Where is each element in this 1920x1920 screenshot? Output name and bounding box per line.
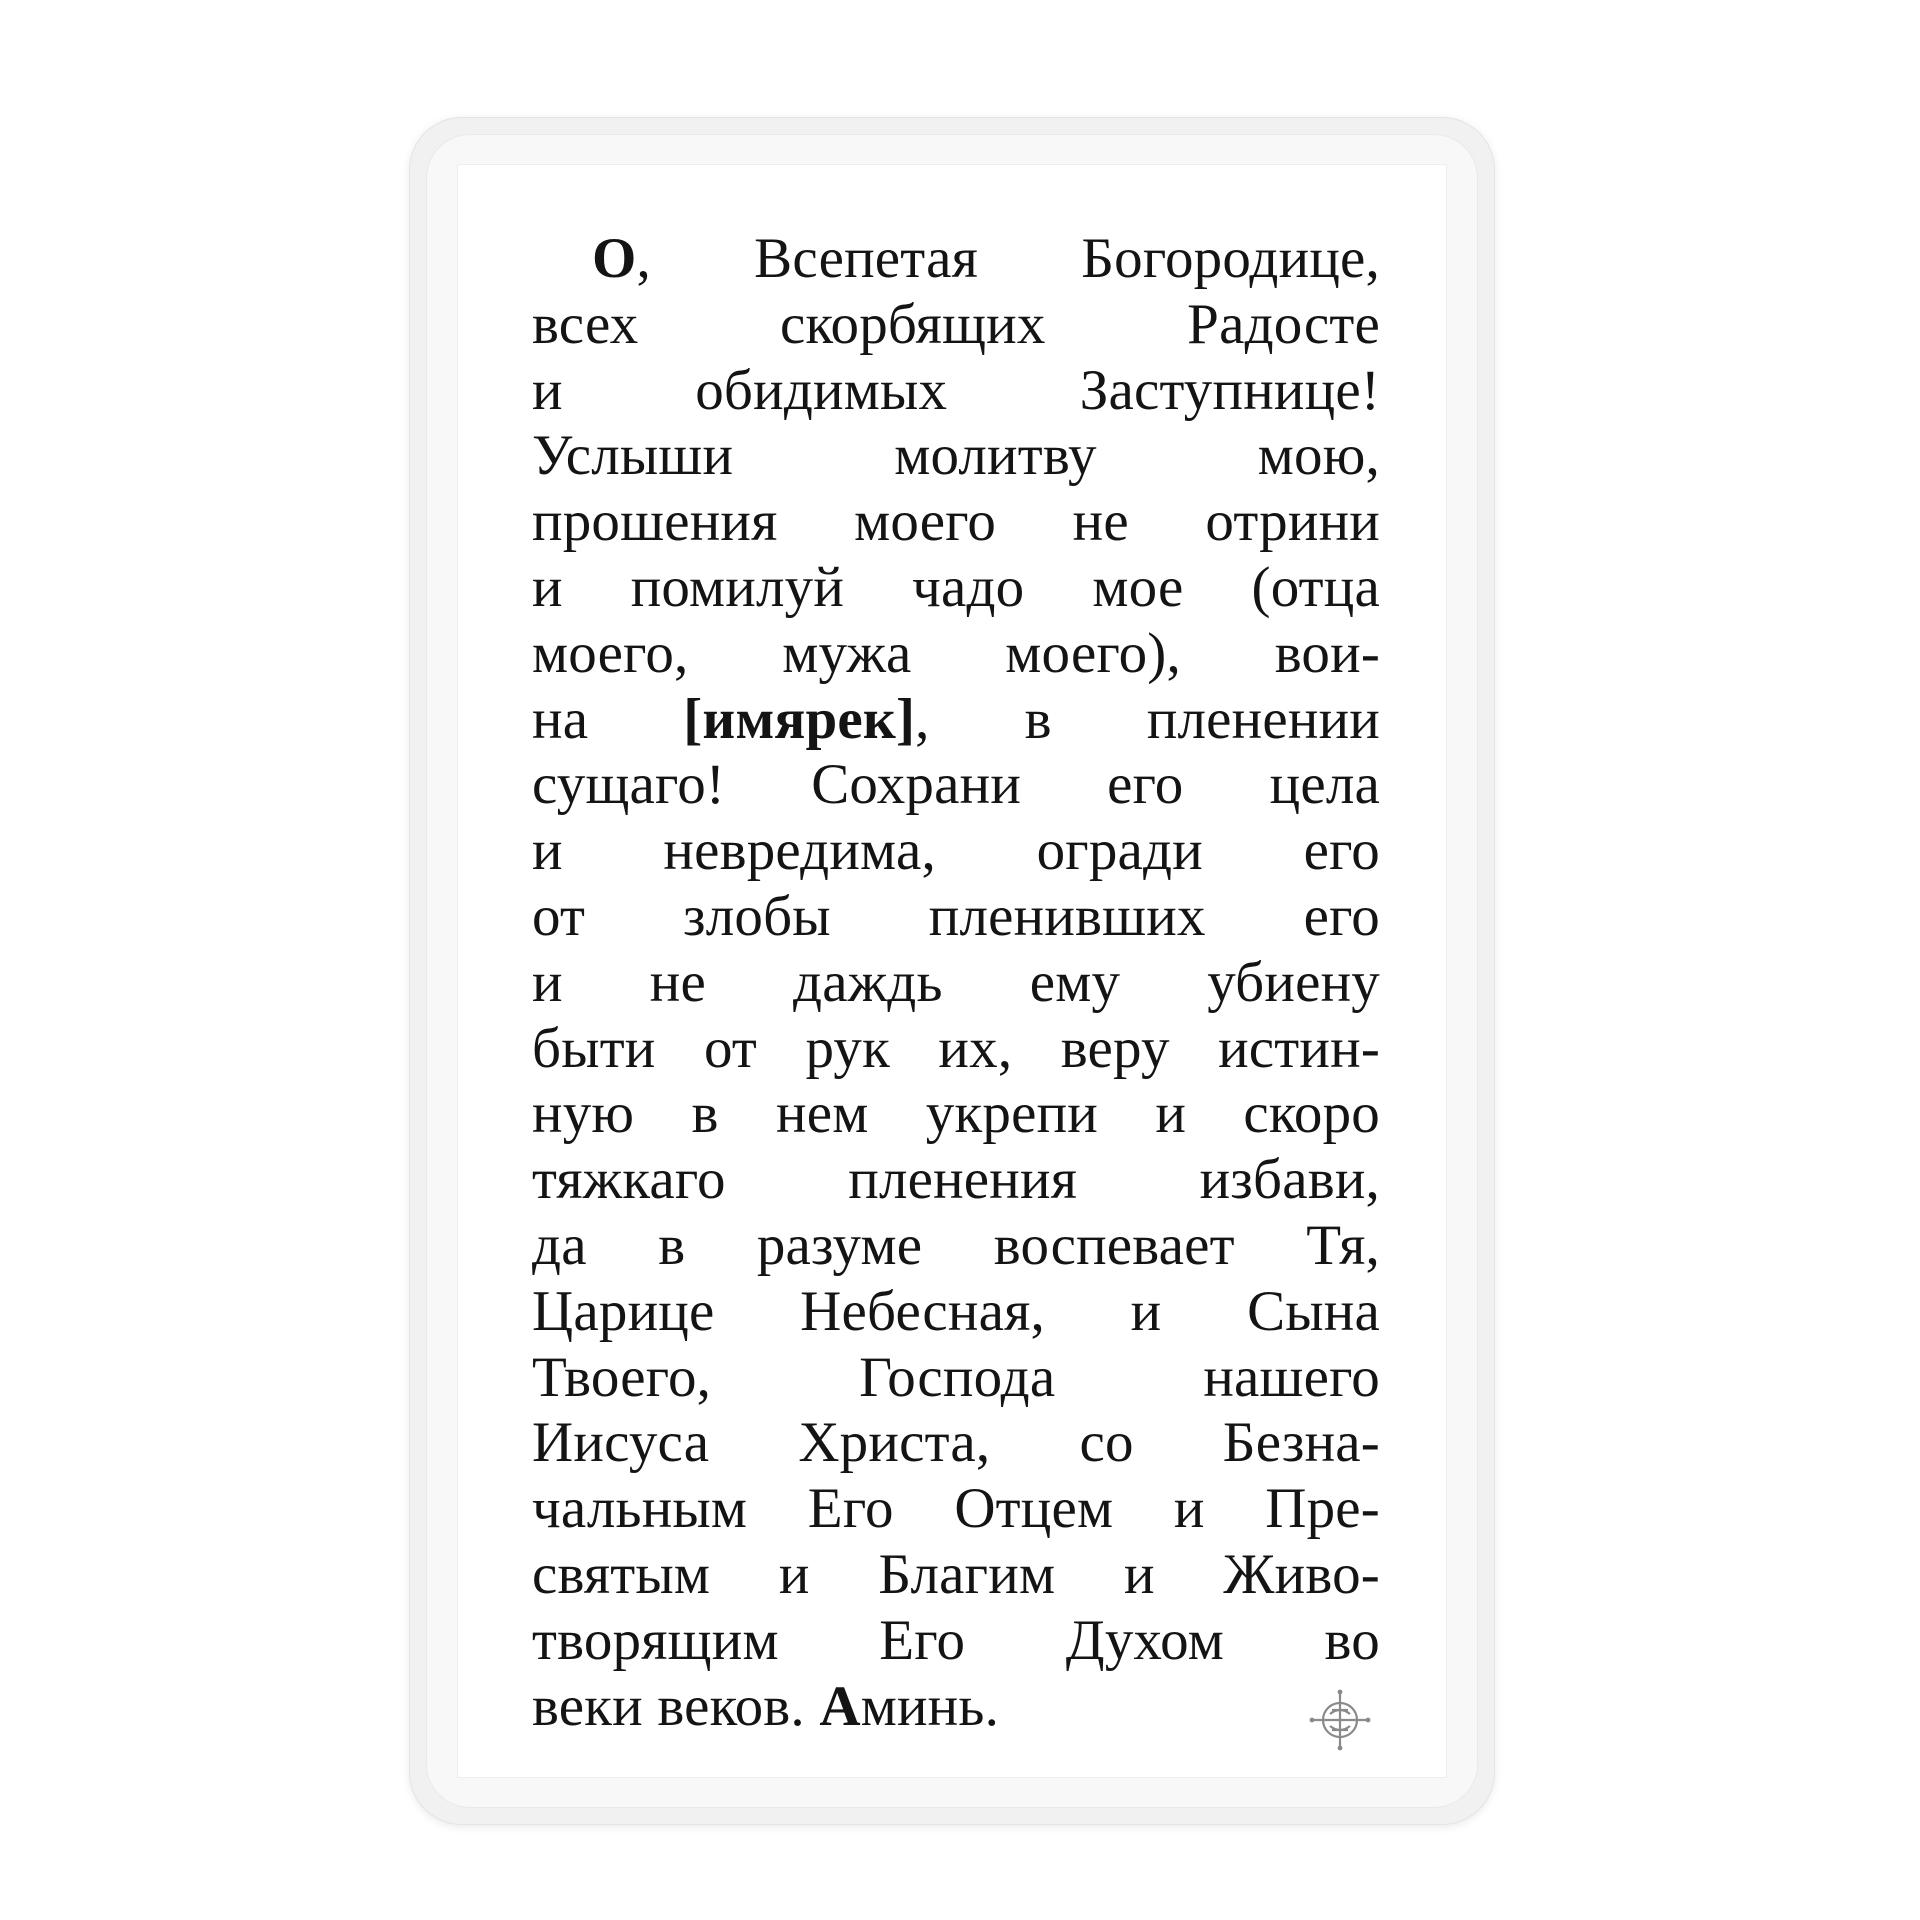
prayer-line: Иисуса Христа, со Безна- bbox=[532, 1411, 1380, 1475]
prayer-line bbox=[532, 226, 1380, 292]
prayer-fragment: , Всепетая Богородице, bbox=[636, 227, 1380, 290]
prayer-fragment: веки веков. bbox=[532, 1674, 820, 1738]
prayer-line: и помилуй чадо мое (отца bbox=[532, 555, 1380, 619]
prayer-line: и не даждь ему убиену bbox=[532, 950, 1380, 1014]
prayer-line: и обидимых Заступнице! bbox=[532, 358, 1380, 422]
prayer-line: быти от рук их, веру истин- bbox=[532, 1016, 1380, 1080]
prayer-emphasis: [имярек] bbox=[683, 687, 916, 751]
prayer-line bbox=[532, 687, 1380, 753]
prayer-line: Твоего, Господа нашего bbox=[532, 1345, 1380, 1409]
prayer-fragment: минь. bbox=[860, 1674, 1000, 1738]
prayer-line: Услыши молитву мою, bbox=[532, 424, 1380, 488]
prayer-line: святым и Благим и Живо- bbox=[532, 1542, 1380, 1606]
prayer-emphasis: А bbox=[819, 1674, 861, 1738]
prayer-text bbox=[532, 226, 1380, 1739]
prayer-line: моего, мужа моего), вои- bbox=[532, 621, 1380, 685]
prayer-line: чальным Его Отцем и Пре- bbox=[532, 1477, 1380, 1541]
prayer-line: ную в нем укрепи и скоро bbox=[532, 1082, 1380, 1146]
prayer-fragment: , в пленении bbox=[915, 687, 1380, 751]
prayer-emphasis: О bbox=[592, 227, 637, 290]
prayer-line: и невредима, огради его bbox=[532, 819, 1380, 883]
prayer-line: да в разуме воспевает Тя, bbox=[532, 1213, 1380, 1277]
prayer-fragment: на bbox=[532, 687, 684, 751]
prayer-line: сущаго! Сохрани его цела bbox=[532, 753, 1380, 817]
prayer-line: всех скорбящих Радосте bbox=[532, 292, 1380, 356]
prayer-line: Царице Небесная, и Сына bbox=[532, 1279, 1380, 1343]
prayer-line bbox=[532, 1674, 1380, 1740]
prayer-line: тяжкаго пленения избави, bbox=[532, 1148, 1380, 1212]
orthodox-cross-emblem-icon bbox=[1308, 1688, 1372, 1752]
prayer-line: прошения моего не отрини bbox=[532, 490, 1380, 554]
prayer-line: творящим Его Духом во bbox=[532, 1608, 1380, 1672]
prayer-line: от злобы пленивших его bbox=[532, 884, 1380, 948]
